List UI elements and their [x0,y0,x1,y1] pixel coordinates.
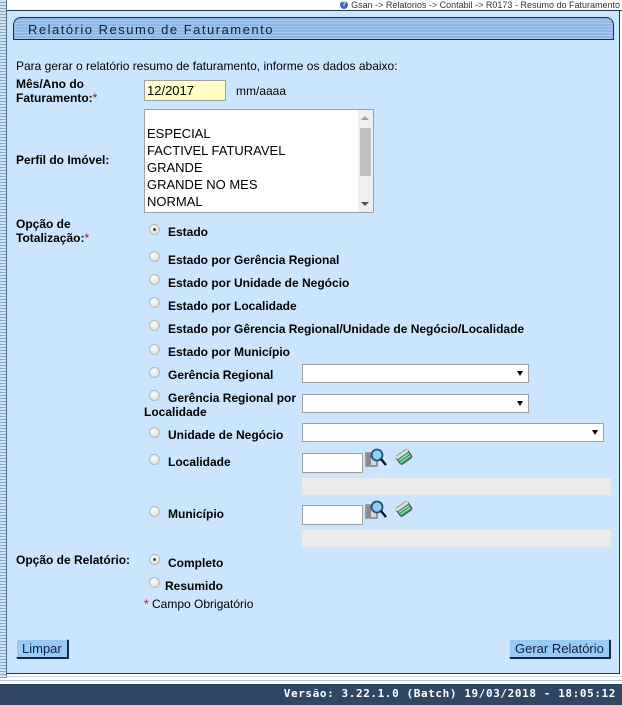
breadcrumb-text: Gsan -> Relatorios -> Contabil -> R0173 - Resumo do Faturamento [351,0,620,10]
radio-label-gerencia-regional-localidade[interactable]: Gerência Regional por Localidade [144,391,297,419]
search-icon[interactable] [365,447,387,469]
required-mark: * [84,231,90,245]
radio-label-localidade[interactable]: Localidade [168,455,231,469]
panel-title-bar [13,17,614,40]
scroll-thumb[interactable] [360,128,371,176]
help-icon[interactable]: ? [341,1,347,8]
footer-divider [0,676,622,677]
radio-municipio[interactable] [149,506,160,517]
scroll-down-icon[interactable] [361,202,369,206]
chevron-down-icon [517,401,523,406]
listbox-scrollbar[interactable] [358,110,373,212]
breadcrumb [340,0,620,10]
opcao-relatorio-label: Opção de Relatório: [16,553,131,567]
radio-resumido[interactable] [149,577,160,588]
radio-estado-gerencia-regional[interactable] [149,251,160,262]
listbox-option[interactable]: FACTIVEL FATURAVEL [147,143,286,158]
date-format-hint: mm/aaaa [236,84,287,98]
radio-label-estado[interactable]: Estado [168,225,209,239]
gerencia-regional-select[interactable] [302,364,529,383]
municipio-description [302,530,611,547]
required-mark: * [92,91,98,105]
radio-label-estado-unidade-negocio[interactable]: Estado por Unidade de Negócio [168,276,350,290]
radio-label-unidade-negocio[interactable]: Unidade de Negócio [168,428,284,442]
radio-estado-gr-un-loc[interactable] [149,320,160,331]
scroll-up-icon[interactable] [361,116,369,120]
mes-ano-label: Mês/Ano do Faturamento:* [16,77,98,105]
radio-label-municipio[interactable]: Município [168,507,224,521]
localidade-description [302,478,611,495]
unidade-negocio-select[interactable] [302,423,604,442]
search-icon[interactable] [365,499,387,521]
left-frame-strip [0,0,7,678]
intro-text: Para gerar o relatório resumo de faturamento, informe os dados abaixo: [16,59,398,73]
radio-completo[interactable] [149,554,160,565]
version-info: Versão: 3.22.1.0 (Batch) 19/03/2018 - 18:05:12 [283,687,616,700]
generate-report-button[interactable]: Gerar Relatório [509,639,610,658]
radio-estado-localidade[interactable] [149,297,160,308]
eraser-icon[interactable] [394,447,414,467]
listbox-option[interactable]: ESPECIAL [147,126,211,141]
radio-estado[interactable] [149,224,160,235]
radio-label-estado-gerencia-regional[interactable]: Estado por Gerência Regional [168,253,340,267]
municipio-code-input[interactable] [302,505,363,525]
eraser-icon[interactable] [394,499,414,519]
footer-divider [0,680,622,681]
mes-ano-input[interactable]: 12/2017 [144,80,226,101]
radio-label-resumido[interactable]: Resumido [165,579,224,593]
listbox-option[interactable]: GRANDE [147,160,203,175]
localidade-code-input[interactable] [302,453,363,473]
radio-label-estado-gr-un-loc[interactable]: Estado por Gêrencia Regional/Unidade de Negócio/Localidade [168,322,525,336]
required-field-note: * Campo Obrigatório [144,597,254,611]
form-panel [7,11,620,674]
radio-estado-municipio[interactable] [149,344,160,355]
opcao-totalizacao-label: Opção de Totalização:* [16,217,90,245]
radio-label-estado-municipio[interactable]: Estado por Município [168,345,290,359]
listbox-option[interactable]: NORMAL [147,194,203,209]
listbox-option[interactable]: GRANDE NO MES [147,177,258,192]
footer-bar [0,684,622,705]
radio-label-gerencia-regional[interactable]: Gerência Regional [168,368,274,382]
radio-localidade[interactable] [149,454,160,465]
page-title: Relatório Resumo de Faturamento [28,22,274,37]
perfil-imovel-listbox[interactable] [144,109,374,213]
chevron-down-icon [517,371,523,376]
perfil-imovel-label: Perfil do Imóvel: [16,153,110,167]
radio-unidade-negocio[interactable] [149,427,160,438]
radio-estado-unidade-negocio[interactable] [149,274,160,285]
radio-label-estado-localidade[interactable]: Estado por Localidade [168,299,297,313]
radio-label-completo[interactable]: Completo [168,556,224,570]
radio-gerencia-regional[interactable] [149,367,160,378]
gerencia-regional-localidade-select[interactable] [302,394,529,413]
clear-button[interactable]: Limpar [16,639,68,658]
chevron-down-icon [592,430,598,435]
